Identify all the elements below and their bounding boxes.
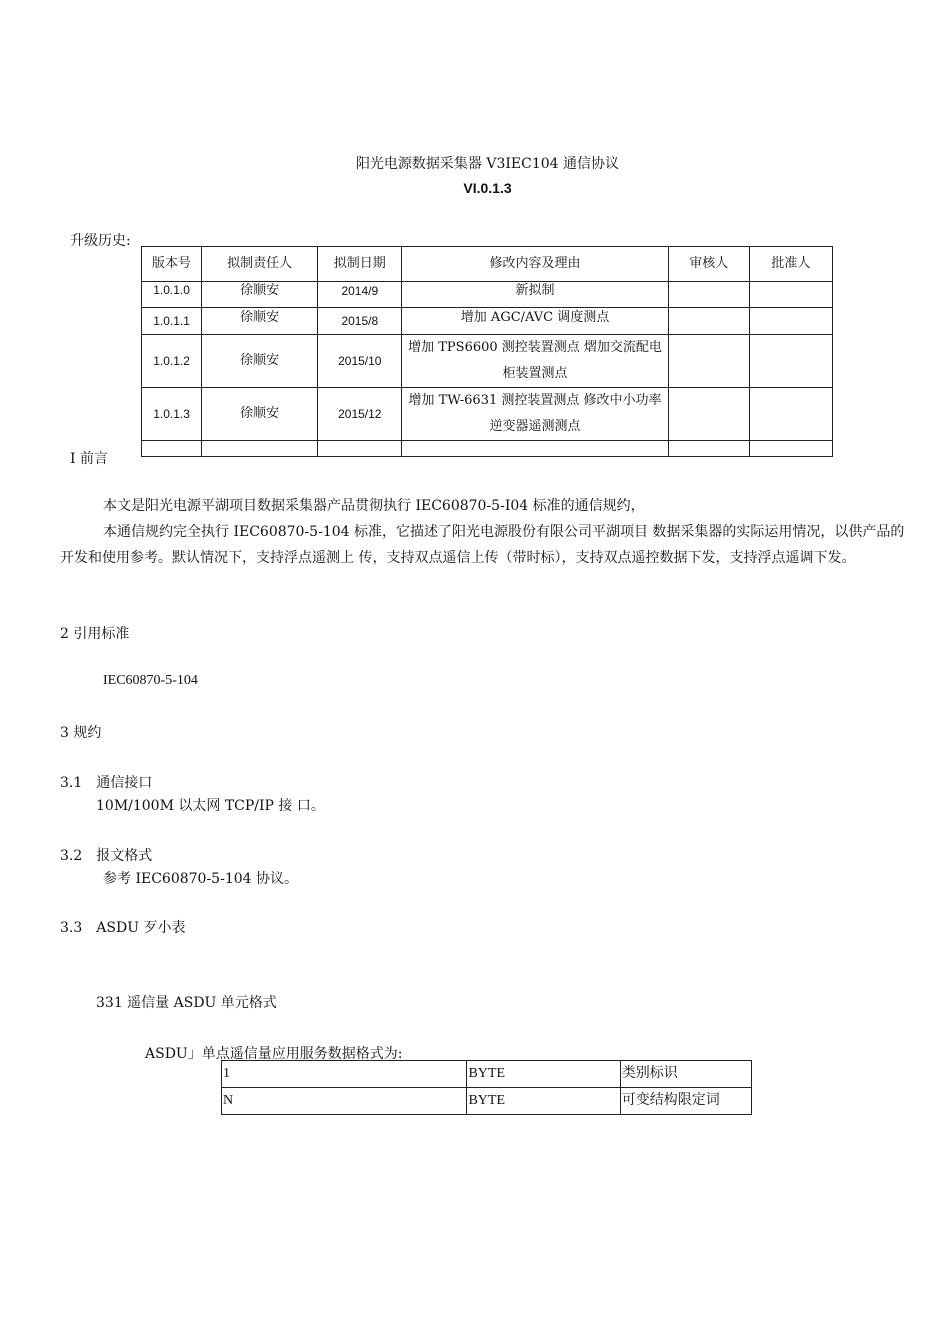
header-change: 修改内容及理由: [402, 247, 668, 282]
header-reviewer: 审核人: [668, 247, 749, 282]
cell-date: 2015/10: [318, 335, 402, 388]
header-version: 版本号: [142, 247, 202, 282]
cell-date: [318, 441, 402, 457]
cell-date: 2015/12: [318, 388, 402, 441]
table-row: [142, 441, 833, 457]
table-header-row: [142, 247, 833, 282]
table-row: [222, 1061, 752, 1088]
table-row: [222, 1088, 752, 1115]
asdu-caption: ASDU」单点遥信量应用服务数据格式为:: [145, 1046, 403, 1062]
cell-reviewer: [668, 388, 749, 441]
table-row: [142, 282, 833, 308]
cell-version: [142, 441, 202, 457]
section-2-standard: IEC60870-5-104: [103, 673, 198, 688]
cell-approver: [749, 335, 832, 388]
cell-version: 1.0.1.1: [142, 308, 202, 335]
cell-author: [202, 441, 318, 457]
intro-paragraph-1: 本文是阳光电源平湖项目数据采集器产品贯彻执行 IEC60870-5-I04 标准的通信规约，: [103, 498, 645, 514]
cell-version: 1.0.1.3: [142, 388, 202, 441]
section-3-2-text: 参考 IEC60870-5-104 协议。: [103, 871, 298, 887]
section-2-heading: 2 引用标准: [60, 626, 130, 642]
cell-type: BYTE: [467, 1088, 620, 1115]
cell-date: 2015/8: [318, 308, 402, 335]
cell-change: 增加 AGC/AVC 调度测点: [402, 308, 668, 335]
cell-change: 增加 TPS6600 测控装置测点 熠加交流配电柜装置测点: [402, 335, 668, 388]
cell-author: 徐顺安: [202, 388, 318, 441]
cell-reviewer: [668, 308, 749, 335]
cell-change: [402, 441, 668, 457]
cell-approver: [749, 388, 832, 441]
cell-version: 1.0.1.2: [142, 335, 202, 388]
revision-history-table: [141, 246, 833, 457]
table-row: [142, 308, 833, 335]
section-1-heading: I 前言: [70, 451, 108, 467]
table-row: [142, 388, 833, 441]
cell-approver: [749, 441, 832, 457]
document-title: 阳光电源数据采集器 V3IEC104 通信协议: [355, 156, 620, 172]
cell-author: 徐顺安: [202, 335, 318, 388]
cell-author: 徐顺安: [202, 308, 318, 335]
asdu-format-table: [221, 1060, 752, 1115]
section-3-3-1-heading: 331 遥信量 ASDU 单元格式: [96, 995, 277, 1011]
cell-field: 1: [222, 1061, 467, 1088]
cell-author: 徐顺安: [202, 282, 318, 308]
header-date: 拟制日期: [318, 247, 402, 282]
cell-field: N: [222, 1088, 467, 1115]
cell-type: BYTE: [467, 1061, 620, 1088]
intro-paragraph-2: 本通信规约完全执行 IEC60870-5-104 标准，它描述了阳光电源股份有限公司平湖项目 数据采集器的实际运用情况，以供产品的开发和使用参考。默认情况下，支持浮点遥测上 传，支持双点遥信上传（带时标），支持双点遥控数据下发，支持浮点遥调下发。: [60, 524, 905, 566]
section-3-3-heading: 3.3 ASDU 歹小表: [60, 920, 186, 936]
cell-reviewer: [668, 335, 749, 388]
cell-reviewer: [668, 282, 749, 308]
document-version: VI.0.1.3: [463, 180, 512, 196]
section-3-1-heading: 3.1 通信接口: [60, 775, 153, 791]
cell-desc: 类别标识: [620, 1061, 751, 1088]
table-row: [142, 335, 833, 388]
section-3-heading: 3 规约: [60, 725, 102, 741]
cell-approver: [749, 308, 832, 335]
cell-change: 新拟制: [402, 282, 668, 308]
cell-desc: 可变结构限定词: [620, 1088, 751, 1115]
cell-reviewer: [668, 441, 749, 457]
header-approver: 批准人: [749, 247, 832, 282]
cell-change: 增加 TW-6631 测控装置测点 修改中小功率逆变器遥测测点: [402, 388, 668, 441]
cell-date: 2014/9: [318, 282, 402, 308]
section-3-1-text: 10M/100M 以太网 TCP/IP 接 口。: [96, 798, 325, 814]
section-3-2-heading: 3.2 报文格式: [60, 848, 153, 864]
history-label: 升级历史:: [70, 233, 131, 249]
cell-approver: [749, 282, 832, 308]
cell-version: 1.0.1.0: [142, 282, 202, 308]
header-author: 拟制责任人: [202, 247, 318, 282]
